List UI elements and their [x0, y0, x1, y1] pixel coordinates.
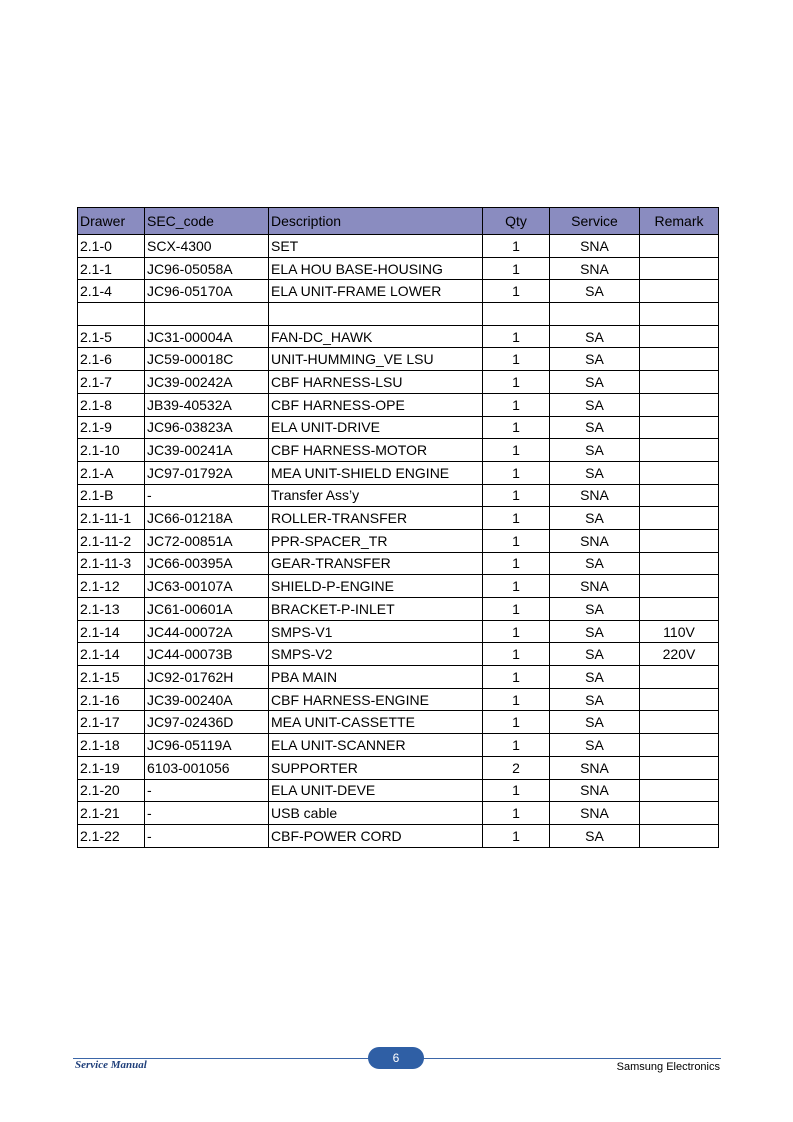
- cell-description: SMPS-V1: [269, 620, 483, 643]
- cell-remark: [640, 416, 719, 439]
- cell-service: SA: [550, 666, 640, 689]
- cell-service: SA: [550, 552, 640, 575]
- cell-remark: [640, 280, 719, 303]
- cell-description: BRACKET-P-INLET: [269, 598, 483, 621]
- cell-qty: 1: [483, 824, 550, 847]
- table-row: [78, 484, 719, 507]
- cell-sec-code: JC31-00004A: [145, 325, 269, 348]
- cell-description: SUPPORTER: [269, 756, 483, 779]
- header-drawer: Drawer: [78, 208, 145, 235]
- table-row: [78, 779, 719, 802]
- table-row: [78, 734, 719, 757]
- table-header-row: [78, 208, 719, 235]
- cell-remark: [640, 461, 719, 484]
- cell-qty: 1: [483, 529, 550, 552]
- cell-service: SNA: [550, 779, 640, 802]
- cell-remark: [640, 666, 719, 689]
- cell-remark: [640, 756, 719, 779]
- cell-drawer: 2.1-7: [78, 371, 145, 394]
- cell-service: SA: [550, 643, 640, 666]
- table-row: [78, 529, 719, 552]
- table-row: [78, 598, 719, 621]
- cell-remark: [640, 235, 719, 258]
- cell-drawer: 2.1-21: [78, 802, 145, 825]
- table-row: [78, 552, 719, 575]
- cell-remark: 220V: [640, 643, 719, 666]
- cell-sec-code: JC96-05119A: [145, 734, 269, 757]
- cell-sec-code: JC72-00851A: [145, 529, 269, 552]
- page-number: 6: [368, 1047, 424, 1069]
- table-row: [78, 439, 719, 462]
- cell-sec-code: JC96-05058A: [145, 257, 269, 280]
- cell-sec-code: JC92-01762H: [145, 666, 269, 689]
- header-service: Service: [550, 208, 640, 235]
- cell-drawer: 2.1-12: [78, 575, 145, 598]
- cell-drawer: 2.1-17: [78, 711, 145, 734]
- parts-table: [77, 207, 719, 848]
- cell-drawer: 2.1-16: [78, 688, 145, 711]
- cell-service: SA: [550, 688, 640, 711]
- table-row: [78, 643, 719, 666]
- cell-description: Transfer Ass’y: [269, 484, 483, 507]
- cell-qty: 1: [483, 235, 550, 258]
- cell-description: MEA UNIT-CASSETTE: [269, 711, 483, 734]
- cell-remark: [640, 734, 719, 757]
- cell-service: SA: [550, 393, 640, 416]
- cell-service: SA: [550, 348, 640, 371]
- cell-qty: 1: [483, 552, 550, 575]
- cell-qty: 1: [483, 348, 550, 371]
- cell-remark: [640, 529, 719, 552]
- cell-service: SA: [550, 507, 640, 530]
- cell-service: SA: [550, 325, 640, 348]
- table-row: [78, 666, 719, 689]
- cell-service: SNA: [550, 529, 640, 552]
- cell-service: SNA: [550, 575, 640, 598]
- cell-drawer: 2.1-11-3: [78, 552, 145, 575]
- cell-drawer: 2.1-10: [78, 439, 145, 462]
- cell-description: ELA UNIT-DEVE: [269, 779, 483, 802]
- cell-description: UNIT-HUMMING_VE LSU: [269, 348, 483, 371]
- cell-service: SA: [550, 280, 640, 303]
- cell-description: CBF HARNESS-LSU: [269, 371, 483, 394]
- table-row: [78, 620, 719, 643]
- cell-drawer: [78, 303, 145, 326]
- table-row: [78, 575, 719, 598]
- cell-qty: 1: [483, 439, 550, 462]
- cell-drawer: 2.1-4: [78, 280, 145, 303]
- cell-sec-code: JC97-01792A: [145, 461, 269, 484]
- cell-remark: [640, 711, 719, 734]
- cell-service: SNA: [550, 484, 640, 507]
- cell-drawer: 2.1-B: [78, 484, 145, 507]
- cell-drawer: 2.1-13: [78, 598, 145, 621]
- cell-remark: [640, 802, 719, 825]
- cell-qty: 1: [483, 666, 550, 689]
- cell-sec-code: JC96-03823A: [145, 416, 269, 439]
- cell-drawer: 2.1-9: [78, 416, 145, 439]
- cell-drawer: 2.1-14: [78, 620, 145, 643]
- table-row: [78, 235, 719, 258]
- cell-qty: 1: [483, 325, 550, 348]
- cell-sec-code: JB39-40532A: [145, 393, 269, 416]
- cell-service: SNA: [550, 257, 640, 280]
- table-row: [78, 688, 719, 711]
- cell-service: SNA: [550, 756, 640, 779]
- cell-remark: 110V: [640, 620, 719, 643]
- cell-service: [550, 303, 640, 326]
- cell-service: SA: [550, 416, 640, 439]
- cell-service: SNA: [550, 802, 640, 825]
- cell-remark: [640, 393, 719, 416]
- cell-service: SA: [550, 734, 640, 757]
- cell-sec-code: JC39-00241A: [145, 439, 269, 462]
- cell-qty: 1: [483, 643, 550, 666]
- cell-service: SA: [550, 439, 640, 462]
- parts-table-body: [78, 235, 719, 848]
- cell-sec-code: JC96-05170A: [145, 280, 269, 303]
- cell-sec-code: -: [145, 779, 269, 802]
- table-row: [78, 303, 719, 326]
- cell-drawer: 2.1-6: [78, 348, 145, 371]
- header-qty: Qty: [483, 208, 550, 235]
- cell-remark: [640, 303, 719, 326]
- cell-description: PBA MAIN: [269, 666, 483, 689]
- cell-qty: 1: [483, 280, 550, 303]
- cell-service: SA: [550, 620, 640, 643]
- cell-sec-code: JC44-00073B: [145, 643, 269, 666]
- cell-description: PPR-SPACER_TR: [269, 529, 483, 552]
- cell-qty: 1: [483, 734, 550, 757]
- cell-description: GEAR-TRANSFER: [269, 552, 483, 575]
- cell-sec-code: [145, 303, 269, 326]
- cell-remark: [640, 257, 719, 280]
- cell-drawer: 2.1-8: [78, 393, 145, 416]
- table-row: [78, 371, 719, 394]
- cell-drawer: 2.1-18: [78, 734, 145, 757]
- cell-description: ELA HOU BASE-HOUSING: [269, 257, 483, 280]
- cell-remark: [640, 575, 719, 598]
- cell-sec-code: JC39-00242A: [145, 371, 269, 394]
- cell-sec-code: JC66-00395A: [145, 552, 269, 575]
- cell-qty: 1: [483, 711, 550, 734]
- cell-remark: [640, 688, 719, 711]
- cell-description: [269, 303, 483, 326]
- cell-qty: 1: [483, 598, 550, 621]
- cell-remark: [640, 325, 719, 348]
- cell-description: ELA UNIT-DRIVE: [269, 416, 483, 439]
- cell-description: SHIELD-P-ENGINE: [269, 575, 483, 598]
- header-sec-code: SEC_code: [145, 208, 269, 235]
- cell-drawer: 2.1-22: [78, 824, 145, 847]
- cell-remark: [640, 439, 719, 462]
- cell-sec-code: JC59-00018C: [145, 348, 269, 371]
- cell-service: SA: [550, 598, 640, 621]
- cell-qty: 1: [483, 257, 550, 280]
- cell-description: ELA UNIT-SCANNER: [269, 734, 483, 757]
- cell-description: SMPS-V2: [269, 643, 483, 666]
- header-description: Description: [269, 208, 483, 235]
- cell-qty: 2: [483, 756, 550, 779]
- cell-description: MEA UNIT-SHIELD ENGINE: [269, 461, 483, 484]
- cell-remark: [640, 484, 719, 507]
- cell-description: SET: [269, 235, 483, 258]
- cell-drawer: 2.1-1: [78, 257, 145, 280]
- cell-description: ROLLER-TRANSFER: [269, 507, 483, 530]
- footer-company: Samsung Electronics: [616, 1061, 720, 1073]
- cell-drawer: 2.1-A: [78, 461, 145, 484]
- cell-description: CBF HARNESS-OPE: [269, 393, 483, 416]
- cell-sec-code: JC97-02436D: [145, 711, 269, 734]
- cell-drawer: 2.1-15: [78, 666, 145, 689]
- cell-sec-code: JC66-01218A: [145, 507, 269, 530]
- cell-remark: [640, 371, 719, 394]
- table-row: [78, 711, 719, 734]
- table-row: [78, 280, 719, 303]
- cell-qty: 1: [483, 393, 550, 416]
- table-row: [78, 393, 719, 416]
- cell-service: SA: [550, 824, 640, 847]
- cell-service: SA: [550, 371, 640, 394]
- cell-drawer: 2.1-14: [78, 643, 145, 666]
- table-row: [78, 348, 719, 371]
- cell-description: FAN-DC_HAWK: [269, 325, 483, 348]
- cell-drawer: 2.1-0: [78, 235, 145, 258]
- table-row: [78, 507, 719, 530]
- cell-qty: 1: [483, 802, 550, 825]
- cell-qty: 1: [483, 484, 550, 507]
- table-row: [78, 461, 719, 484]
- cell-qty: [483, 303, 550, 326]
- cell-qty: 1: [483, 416, 550, 439]
- cell-sec-code: 6103-001056: [145, 756, 269, 779]
- cell-qty: 1: [483, 575, 550, 598]
- cell-qty: 1: [483, 688, 550, 711]
- cell-description: CBF HARNESS-MOTOR: [269, 439, 483, 462]
- cell-sec-code: SCX-4300: [145, 235, 269, 258]
- cell-qty: 1: [483, 461, 550, 484]
- table-row: [78, 824, 719, 847]
- cell-qty: 1: [483, 620, 550, 643]
- cell-sec-code: JC39-00240A: [145, 688, 269, 711]
- table-row: [78, 325, 719, 348]
- footer-service-manual: Service Manual: [75, 1059, 147, 1071]
- cell-sec-code: -: [145, 484, 269, 507]
- cell-service: SA: [550, 461, 640, 484]
- cell-sec-code: JC61-00601A: [145, 598, 269, 621]
- header-remark: Remark: [640, 208, 719, 235]
- cell-remark: [640, 507, 719, 530]
- cell-drawer: 2.1-11-2: [78, 529, 145, 552]
- table-row: [78, 416, 719, 439]
- cell-sec-code: -: [145, 802, 269, 825]
- cell-drawer: 2.1-19: [78, 756, 145, 779]
- cell-remark: [640, 824, 719, 847]
- cell-remark: [640, 598, 719, 621]
- cell-qty: 1: [483, 371, 550, 394]
- cell-sec-code: JC63-00107A: [145, 575, 269, 598]
- cell-remark: [640, 348, 719, 371]
- cell-qty: 1: [483, 507, 550, 530]
- cell-remark: [640, 552, 719, 575]
- cell-drawer: 2.1-5: [78, 325, 145, 348]
- cell-qty: 1: [483, 779, 550, 802]
- table-row: [78, 756, 719, 779]
- cell-service: SA: [550, 711, 640, 734]
- cell-description: CBF-POWER CORD: [269, 824, 483, 847]
- cell-sec-code: -: [145, 824, 269, 847]
- cell-sec-code: JC44-00072A: [145, 620, 269, 643]
- cell-drawer: 2.1-20: [78, 779, 145, 802]
- cell-description: CBF HARNESS-ENGINE: [269, 688, 483, 711]
- cell-description: ELA UNIT-FRAME LOWER: [269, 280, 483, 303]
- cell-description: USB cable: [269, 802, 483, 825]
- cell-drawer: 2.1-11-1: [78, 507, 145, 530]
- table-row: [78, 802, 719, 825]
- cell-service: SNA: [550, 235, 640, 258]
- table-row: [78, 257, 719, 280]
- cell-remark: [640, 779, 719, 802]
